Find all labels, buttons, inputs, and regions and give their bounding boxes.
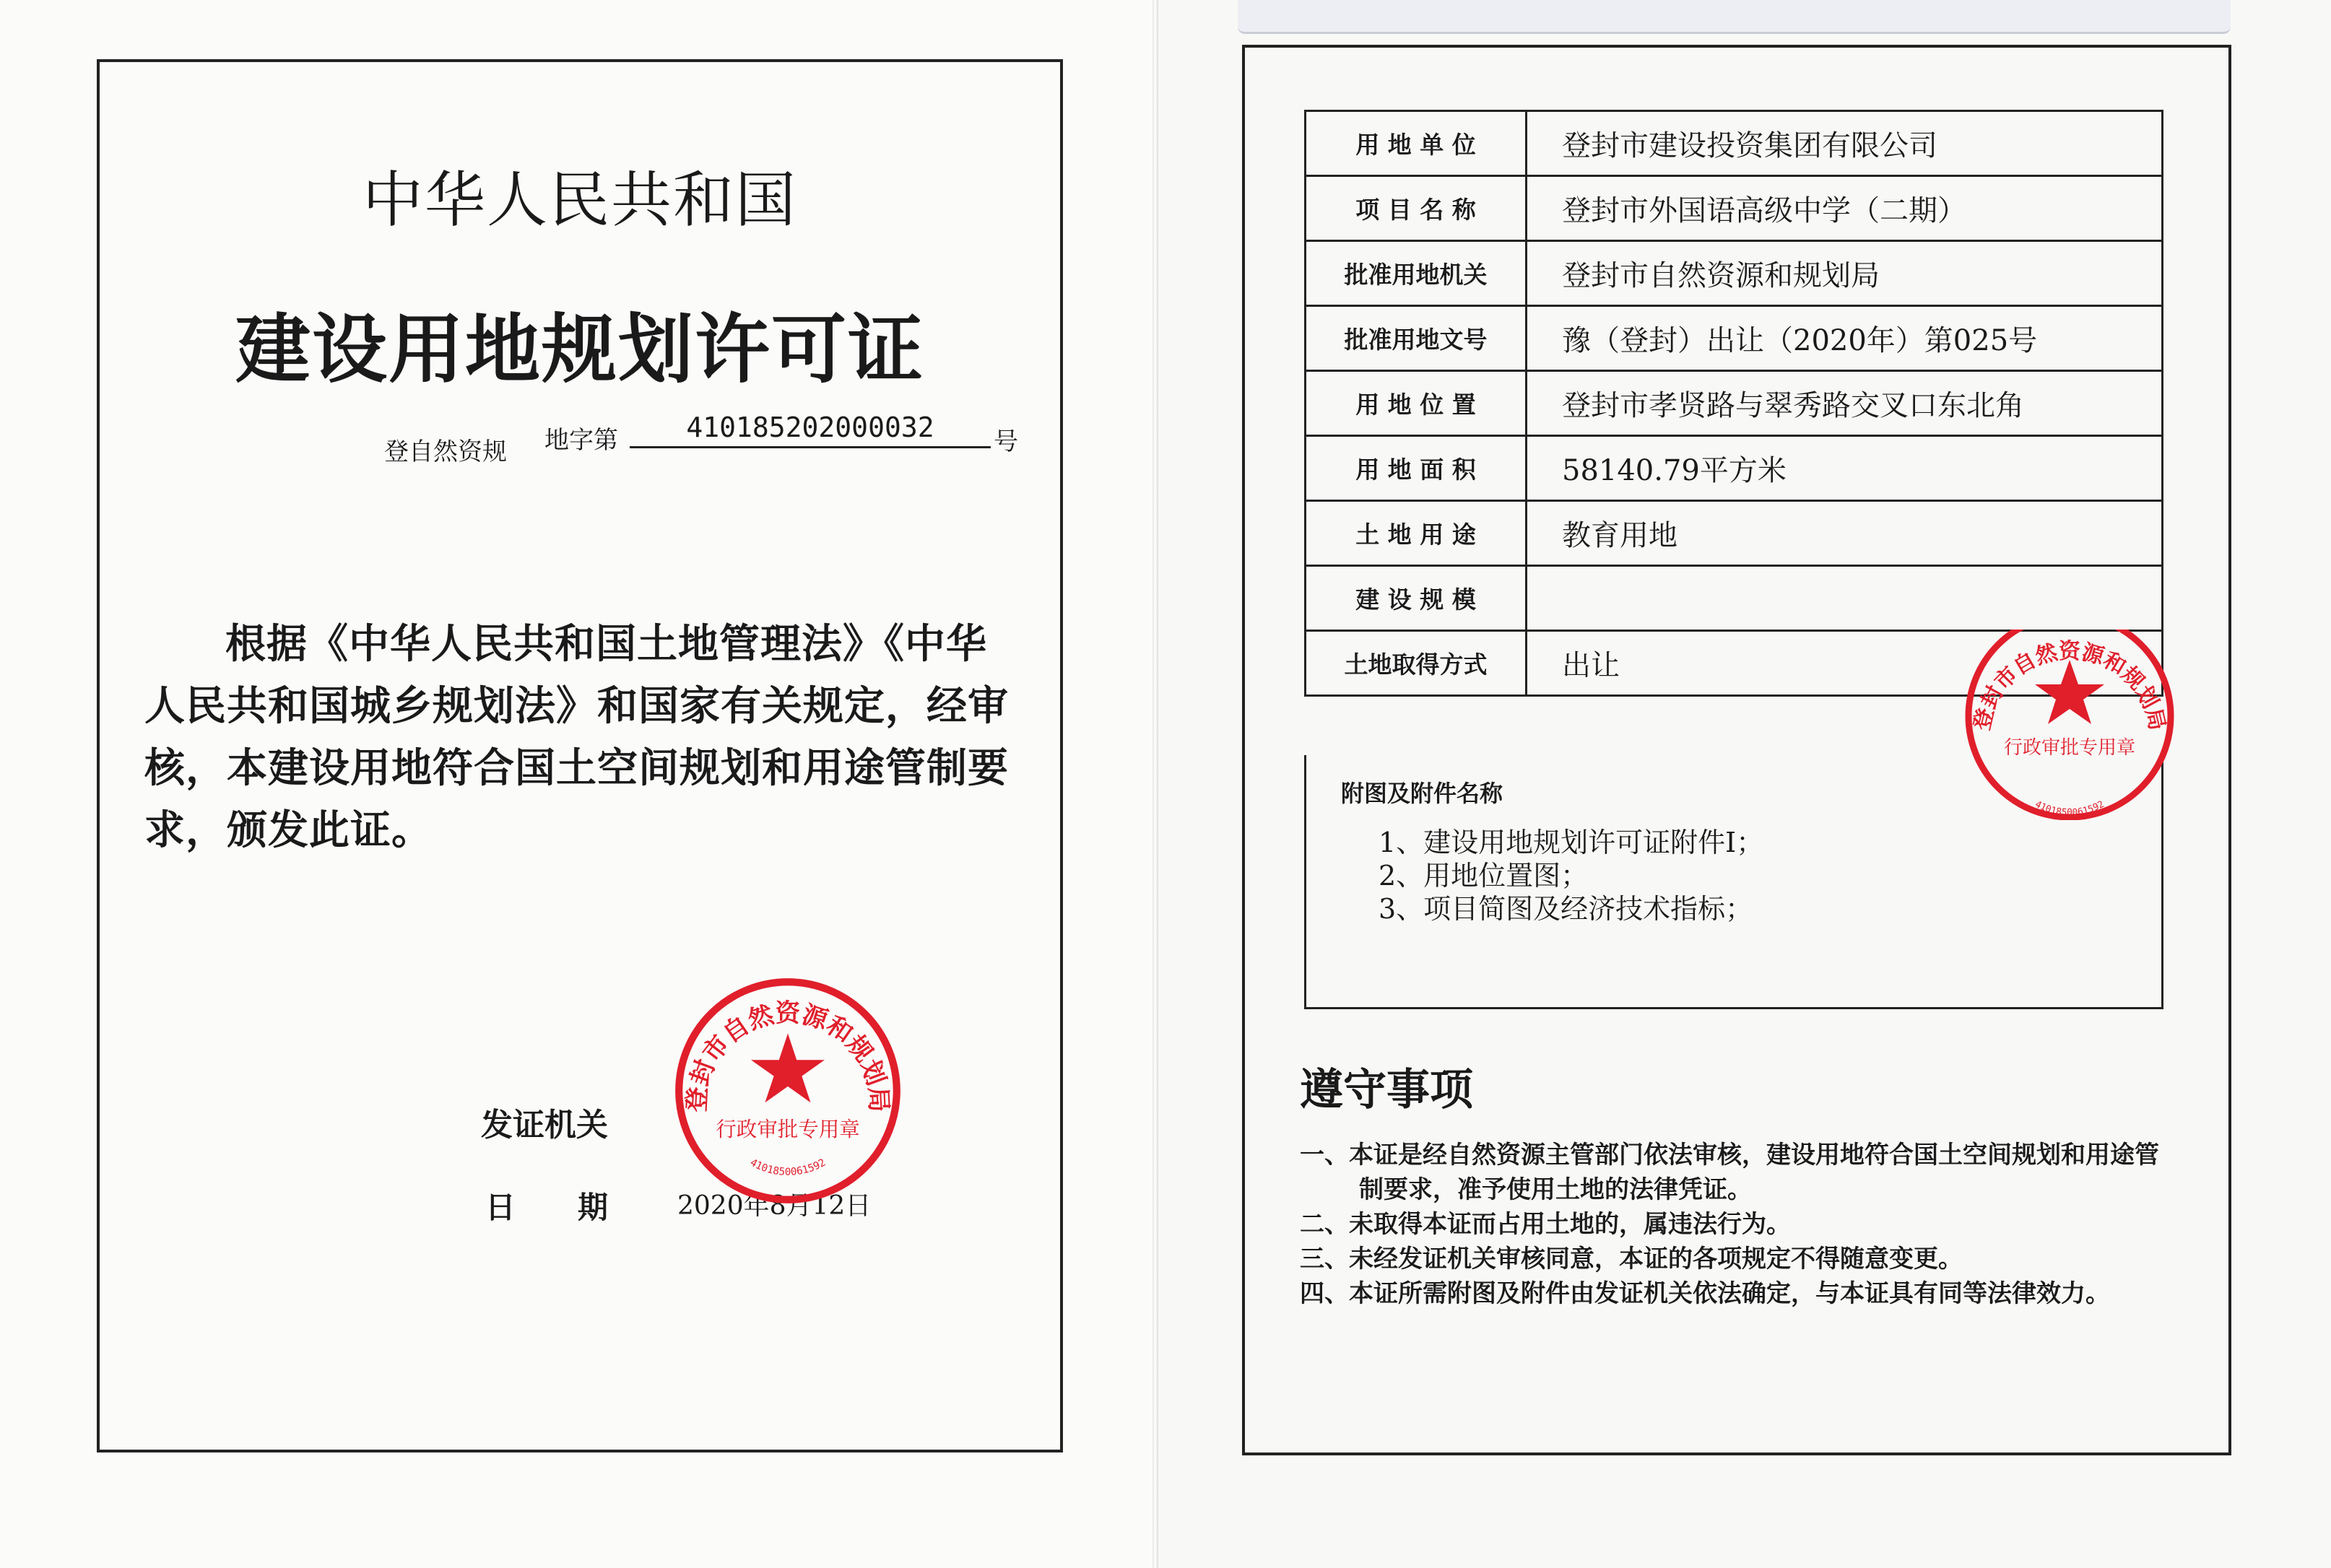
seal-code-text: 4101850061592 xyxy=(2033,798,2106,819)
field-label: 项 目 名 称 xyxy=(1306,176,1527,241)
table-row xyxy=(1306,371,2163,436)
rules-title: 遵守事项 xyxy=(1300,1065,1473,1115)
list-item: 一、本证是经自然资源主管部门依法审核，建设用地符合国土空间规划和用途管制要求，准予使用土地的法律凭证。 xyxy=(1300,1141,2159,1204)
seal-sub-text: 行政审批专用章 xyxy=(2003,737,2136,759)
table-row xyxy=(1306,436,2163,501)
number-suffix: 号 xyxy=(994,427,1018,456)
field-label: 用 地 位 置 xyxy=(1306,371,1527,436)
field-value: 登封市建设投资集团有限公司 xyxy=(1527,111,2163,176)
official-seal xyxy=(670,973,906,1208)
official-seal-partial xyxy=(1948,630,2191,820)
intro-paragraph: 根据《中华人民共和国土地管理法》《中华人民共和国城乡规划法》和国家有关规定，经审核，本建设用地符合国土空间规划和用途管制要求，颁发此证。 xyxy=(144,621,1009,854)
certificate-number: 410185202000032 xyxy=(630,411,991,448)
field-label: 批准用地机关 xyxy=(1306,241,1527,306)
attachments-list xyxy=(1379,826,1763,925)
seal-code-text: 4101850061592 xyxy=(747,1157,828,1178)
field-value: 登封市外国语高级中学（二期） xyxy=(1527,176,2163,241)
table-row xyxy=(1306,566,2163,631)
book-spine xyxy=(1153,0,1158,1568)
rules-list xyxy=(1300,1138,2166,1311)
field-value: 出让 xyxy=(1527,631,2163,696)
field-label: 土地取得方式 xyxy=(1306,631,1527,696)
list-item: 2、用地位置图； xyxy=(1379,860,1589,892)
list-item: 二、未取得本证而占用土地的，属违法行为。 xyxy=(1300,1210,1791,1239)
seal-org-text: 登封市自然资源和规划局 xyxy=(1969,639,2170,733)
number-prefix: 登自然资规 xyxy=(384,437,507,466)
top-paper-flap xyxy=(1238,0,2231,34)
svg-text:4101850061592 xyxy=(748,1157,828,1178)
issuer-label: 发证机关 xyxy=(481,1107,608,1144)
table-row xyxy=(1306,176,2163,241)
country-title: 中华人民共和国 xyxy=(362,165,797,235)
field-value: 登封市自然资源和规划局 xyxy=(1527,241,2163,306)
list-item: 3、项目简图及经济技术指标； xyxy=(1379,893,1753,925)
seal-sub-text: 行政审批专用章 xyxy=(716,1118,860,1142)
field-value xyxy=(1527,566,2163,631)
land-info-table xyxy=(1304,110,2163,697)
field-value: 豫（登封）出让（2020年）第025号 xyxy=(1527,306,2163,371)
field-label: 用 地 面 积 xyxy=(1306,436,1527,501)
attachments-title: 附图及附件名称 xyxy=(1341,780,1503,807)
issue-date: 2020年8月12日 xyxy=(677,1191,872,1221)
field-label: 用 地 单 位 xyxy=(1306,111,1527,176)
field-value: 58140.79平方米 xyxy=(1527,436,2163,501)
list-item: 1、建设用地规划许可证附件I； xyxy=(1379,827,1764,858)
table-row xyxy=(1306,111,2163,176)
date-label: 日期 xyxy=(485,1190,671,1225)
table-row xyxy=(1306,241,2163,306)
field-value: 教育用地 xyxy=(1527,501,2163,566)
field-label: 建 设 规 模 xyxy=(1306,566,1527,631)
list-item: 四、本证所需附图及附件由发证机关依法确定，与本证具有同等法律效力。 xyxy=(1300,1279,2110,1308)
table-row xyxy=(1306,306,2163,371)
field-label: 批准用地文号 xyxy=(1306,306,1527,371)
table-row xyxy=(1306,501,2163,566)
number-mid: 地字第 xyxy=(544,426,618,455)
certificate-title: 建设用地规划许可证 xyxy=(235,305,924,393)
field-label: 土 地 用 途 xyxy=(1306,501,1527,566)
seal-org-text: 登封市自然资源和规划局 xyxy=(682,998,894,1113)
field-value: 登封市孝贤路与翠秀路交叉口东北角 xyxy=(1527,371,2163,436)
list-item: 三、未经发证机关审核同意，本证的各项规定不得随意变更。 xyxy=(1300,1245,1963,1273)
